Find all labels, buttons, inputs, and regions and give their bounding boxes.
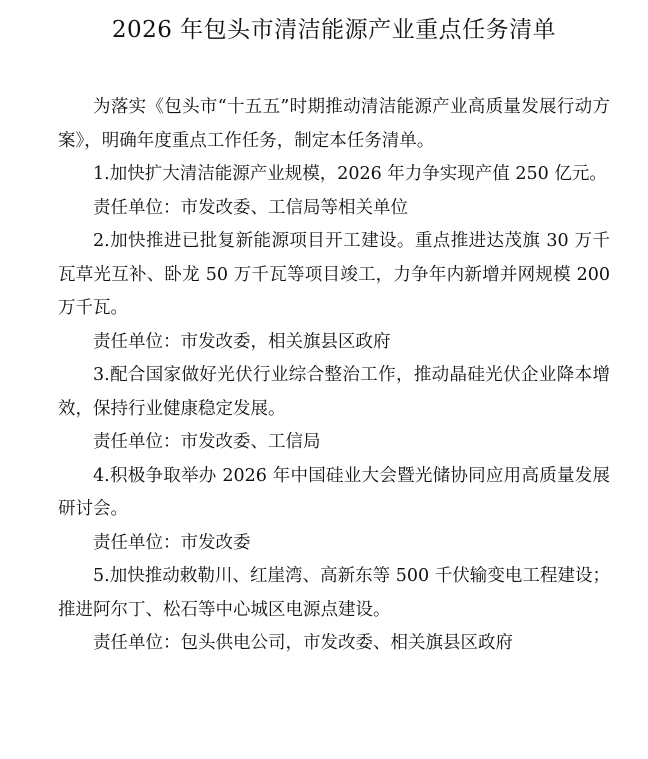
task-5-text: 5.加快推动敕勒川、红崖湾、高新东等 500 千伏输变电工程建设；推进阿尔丁、松石等中心城区电源点建设。 — [58, 566, 610, 620]
task-4-text: 4.积极争取举办 2026 年中国硅业大会暨光储协同应用高质量发展研讨会。 — [58, 465, 610, 519]
task-3-text: 3.配合国家做好光伏行业综合整治工作，推动晶硅光伏企业降本增效，保持行业健康稳定发展。 — [58, 365, 610, 419]
intro-paragraph: 为落实《包头市“十五五”时期推动清洁能源产业高质量发展行动方案》，明确年度重点工作任务，制定本任务清单。 — [58, 97, 610, 151]
task-2-responsible: 责任单位：市发改委，相关旗县区政府 — [93, 331, 391, 352]
task-2-text: 2.加快推进已批复新能源项目开工建设。重点推进达茂旗 30 万千瓦草光互补、卧龙 50 万千瓦等项目竣工，力争年内新增并网规模 200 万千瓦。 — [58, 231, 610, 318]
task-3-responsible: 责任单位：市发改委、工信局 — [93, 432, 321, 452]
task-4-responsible: 责任单位：市发改委 — [93, 532, 251, 553]
task-1-text: 1.加快扩大清洁能源产业规模，2026 年力争实现产值 250 亿元。 — [93, 164, 607, 184]
task-5-responsible: 责任单位：包头供电公司，市发改委、相关旗县区政府 — [93, 633, 513, 653]
task-1-responsible: 责任单位：市发改委、工信局等相关单位 — [93, 197, 408, 218]
document-title: 2026 年包头市清洁能源产业重点任务清单 — [111, 17, 557, 43]
document-body — [58, 91, 610, 661]
